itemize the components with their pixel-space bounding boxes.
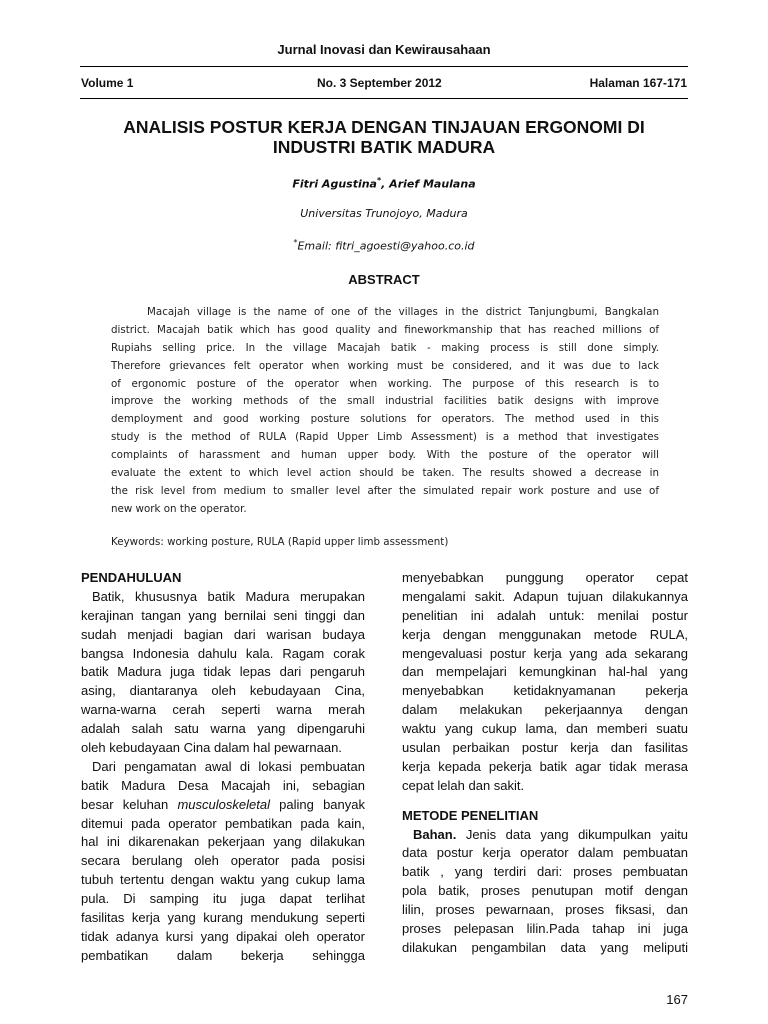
body-line: pembatikan dalam bekerja sehingga: [81, 947, 365, 963]
email-mark: *: [293, 238, 298, 247]
body-line: menyebabkan punggung operator cepat: [402, 570, 688, 585]
body-line: dilakukan pengambilan data yang meliputi: [402, 939, 688, 955]
author-first: Fitri Agustina: [292, 177, 377, 191]
body-line: bangsa Indonesia dahulu kala. Ragam corak: [81, 645, 365, 661]
body-line: Dari pengamatan awal di lokasi pembuatan: [92, 758, 365, 774]
body-line: penelitian ini adalah untuk: menilai postur: [402, 607, 688, 623]
body-line: asing, diantaranya oleh kebudayaan Cina,: [81, 683, 365, 699]
body-line: hal ini dikarenakan pekerjaan yang dilakukan: [81, 834, 365, 850]
body-line: batik Madura Desa Macajah ini, sebagian: [81, 777, 365, 793]
section-heading-pendahuluan: PENDAHULUAN: [81, 570, 182, 585]
header-rule-top: [80, 66, 688, 67]
body-line: lilin, proses pewarnaan, proses fiksasi, dan: [402, 902, 688, 918]
body-line: [81, 796, 365, 815]
body-line: menyebabkan ketidaknyamanan pekerja: [402, 683, 688, 699]
body-line: dalam melakukan pekerjaannya dengan: [402, 702, 688, 718]
body-line: dan mempelajari kemungkinan hal-hal yang: [402, 664, 688, 680]
body-line: cepat lelah dan sakit.: [402, 777, 525, 793]
journal-name: Jurnal Inovasi dan Kewirausahaan: [277, 42, 491, 57]
abstract-body: [111, 304, 659, 519]
abstract-line: demployment and good working posture solutions for operators. The method used in this: [111, 413, 659, 426]
body-line: batik , yang terdiri dari: proses pembuatan: [402, 864, 688, 880]
page-number: 167: [666, 992, 688, 1007]
keywords: Keywords: working posture, RULA (Rapid upper limb assessment): [111, 536, 449, 548]
body-line: pola batik, proses penutupan motif dengan: [402, 883, 688, 899]
email-text: Email: fitri_agoesti@yahoo.co.id: [297, 239, 475, 253]
body-line: data postur kerja operator dalam pembuatan: [402, 845, 688, 861]
author-mark: *: [376, 176, 382, 185]
corresponding-email: [0, 238, 768, 253]
body-line: secara berulang oleh operator pada posisi: [81, 853, 365, 869]
paper-title: [80, 117, 688, 157]
abstract-line: improve the working methods of the small industrial facilities batik designs with improve: [111, 395, 659, 408]
body-line: tubuh tertentu dengan waktu yang cukup lama: [81, 872, 365, 888]
italic-term: musculoskeletal: [177, 796, 270, 812]
header-rule-bottom: [80, 98, 688, 99]
body-line: mengalami sakit. Adapun tujuan dilakukannya: [402, 588, 688, 604]
author-second: , Arief Maulana: [381, 177, 476, 191]
right-column: [402, 569, 688, 958]
body-line: warna-warna cerah seperti warna merah: [81, 702, 365, 718]
abstract-line: the risk level from medium to smaller level after the simulated repair work posture and use of: [111, 484, 659, 497]
body-line: ditemui pada operator pembatikan pada kain,: [81, 815, 365, 831]
abstract-line: complaints of harassment and human upper body. With the posture of the operator will: [111, 449, 659, 462]
body-line: kerja dengan menggunakan metode RULA,: [402, 626, 688, 642]
body-line: pula. Di samping itu juga dapat terlihat: [81, 891, 365, 907]
left-column: [81, 569, 365, 966]
body-line: batik Madura juga tidak lepas dari pengaruh: [81, 664, 365, 680]
body-line: tidak adanya kursi yang dipakai oleh operator: [81, 928, 365, 944]
body-line: adalah salah satu warna yang dipengaruhi: [81, 721, 365, 737]
text-run: besar keluhan: [81, 796, 178, 812]
body-line: proses pelepasan lilin.Pada tahap ini juga: [402, 921, 688, 937]
abstract-line: new work on the operator.: [111, 502, 247, 515]
abstract-line: Therefore grievances felt operator when working must be considered, and it was due to lack: [111, 359, 659, 372]
abstract-line: of ergonomic posture of the operator when working. The purpose of this research is to: [111, 377, 659, 390]
text-run: paling banyak: [269, 796, 365, 812]
body-line: Batik, khususnya batik Madura merupakan: [92, 588, 365, 604]
body-line: fasilitas kerja yang kurang mendukung seperti: [81, 910, 365, 926]
text-run: Jenis data yang dikumpulkan yaitu: [456, 826, 688, 842]
body-line: usulan perbaikan postur kerja dan fasilitas: [402, 740, 688, 756]
abstract-line: evaluate the extent to which level action should be taken. The results showed a decrease in: [111, 467, 659, 480]
title-line: ANALISIS POSTUR KERJA DENGAN TINJAUAN ERGONOMI DI: [123, 117, 645, 137]
abstract-line: Macajah village is the name of one of the villages in the district Tanjungbumi, Bangkalan: [147, 306, 659, 318]
pages-label: Halaman 167-171: [589, 76, 687, 90]
body-line: mengevaluasi postur kerja yang ada sekarang: [402, 645, 688, 661]
paragraph-gap: [402, 796, 688, 807]
abstract-line: Rupiahs selling price. In the village Macajah batik - making process is still done simply.: [111, 341, 659, 354]
volume-label: Volume 1: [81, 76, 134, 90]
authors: [0, 176, 768, 191]
body-line: sudah menjadi bagian dari warisan budaya: [81, 626, 365, 642]
affiliation: Universitas Trunojoyo, Madura: [300, 207, 468, 220]
abstract-line: district. Macajah batik which has good quality and fineworkmanship that has reached millions of: [111, 323, 659, 336]
body-line: waktu yang cukup lama, dan memberi suatu: [402, 721, 688, 737]
abstract-heading: ABSTRACT: [348, 272, 420, 287]
bold-lead: Bahan.: [413, 826, 457, 842]
body-line: oleh kebudayaan Cina dalam hal pewarnaan.: [81, 740, 342, 756]
title-line: INDUSTRI BATIK MADURA: [272, 137, 496, 157]
body-line: kerajinan tangan yang bernilai seni tinggi dan: [81, 607, 365, 623]
body-line: [402, 826, 688, 845]
issue-label: No. 3 September 2012: [317, 76, 442, 90]
abstract-line: study is the method of RULA (Rapid Upper Limb Assessment) is a method that investigates: [111, 431, 659, 444]
section-heading-metode: METODE PENELITIAN: [402, 807, 539, 823]
body-line: kerja kepada pekerja batik agar tidak merasa: [402, 758, 688, 774]
